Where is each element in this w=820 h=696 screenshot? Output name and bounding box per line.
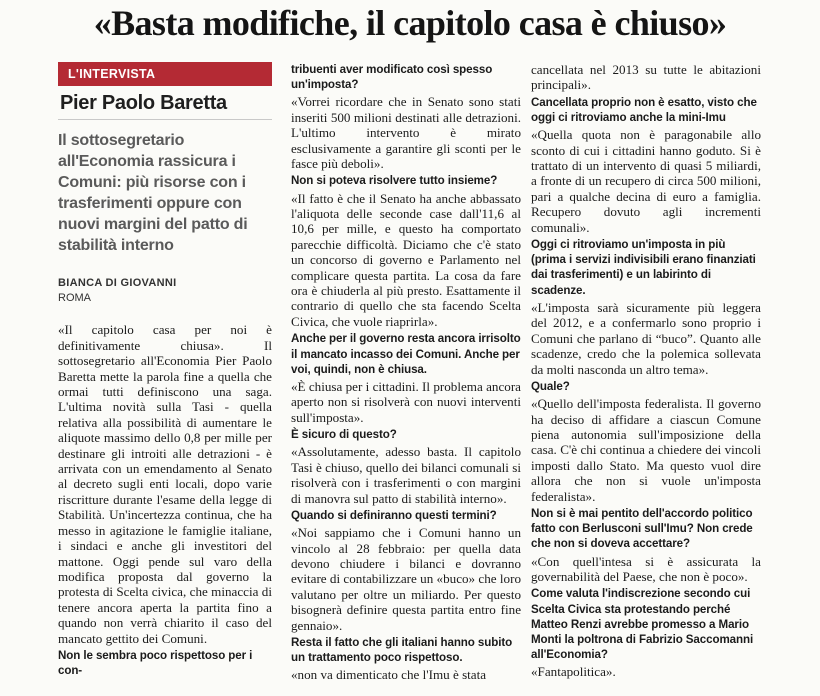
headline: «Basta modifiche, il capitolo casa è chiuso» [93,3,727,43]
interview-question: Anche per il governo resta ancora irrisolto il mancato incasso dei Comuni. Anche per voi, quindi, non è chiusa. [291,332,521,376]
interview-question: Non le sembra poco rispettoso per i con- [58,648,253,678]
interview-question: tribuenti aver modificato così spesso un'imposta? [291,63,493,92]
interview-question: Quale? [531,379,570,393]
interview-answer: «Quella quota non è paragonabile allo sconto di cui i cittadini hanno goduto. Si è trattato di un intervento di quasi 5 miliardi, a fronte di un recupero di circa 500 milioni, pari a qualche decina di euro a famiglia. Recupero dovuto agli incrementi comunali». [531,127,761,235]
interview-answer: cancellata nel 2013 su tutte le abitazioni principali». [531,62,761,93]
divider [58,119,272,120]
author-byline: BIANCA DI GIOVANNI [58,277,177,290]
article-column-3 [531,62,761,682]
article-column-2 [291,62,521,685]
interview-answer: «Il fatto è che il Senato ha anche abbassato l'aliquota delle seconde case dall'11,6 al 10,6 per mille, e questo ha comportato parecchie difficoltà. Diciamo che c'è stato un concorso di governo e Parlamento nel complicare questa partita. La cosa da fare ora è chiuderla al più presto. Esattamente il contrario di quello che sta facendo Scelta Civica, che vuole riaprirla». [291,190,521,329]
interview-answer: «Il capitolo casa per noi è definitivamente chiusa». Il sottosegretario all'Economia Pier Paolo Baretta mette la parola fine a quella che ormai tutti definiscono una saga. L'ultima novità sulla Tasi - quella relativa alla possibilità di aumentare le aliquote massimo dello 0,8 per mille per destinare gli introiti alle detrazioni - è arrivata con un emendamento al Senato al decreto sugli enti locali, dopo varie riscritture durante l'esame della legge di Stabilità. Un'incertezza continua, che ha messo in agitazione le famiglie italiane, i sindaci e anche gli investitori del mattone. Oggi pende sul varo della modifica proposta dal governo la protesta di Scelta civica, che minaccia di tenere ancora aperta la partita fino a quando non verrà chiarito il caso del mancato gettito dei Comuni. [58,322,272,646]
interview-question: Cancellata proprio non è esatto, visto che oggi ci ritroviamo anche la mini-Imu [531,95,757,125]
interview-question: Come valuta l'indiscrezione secondo cui Scelta Civica sta protestando perché Matteo Renzi avrebbe promesso a Mario Monti la poltrona di Fabrizio Saccomanni all'Economia? [531,587,754,662]
interview-question: Non si poteva risolvere tutto insieme? [291,174,498,188]
interview-answer: «Assolutamente, adesso basta. Il capitolo Tasi è chiuso, quello dei bilanci comunali si risolverà con i trasferimenti o con margini di manovra sul patto di stabilità interno». [291,444,521,506]
interview-answer: «Fantapolitica». [531,664,616,680]
interview-question: Quando si definiranno questi termini? [291,508,497,522]
article-summary: Il sottosegretario all'Economia rassicura i Comuni: più risorse con i trasferimenti oppure con nuovi margini del patto di stabilità interno [58,132,248,255]
dateline-place: ROMA [58,292,91,305]
interview-answer: «È chiusa per i cittadini. Il problema ancora aperto non si risolverà con nuovi interventi sull'imposta». [291,378,521,425]
interview-question: Resta il fatto che gli italiani hanno subito un trattamento poco rispettoso. [291,636,513,665]
interview-answer: «Quello dell'imposta federalista. Il governo ha deciso di affidare a ciascun Comune piena autonomia sull'imposizione della casa. C'è chi continua a chiedere dei vincoli imposti dallo Stato. Ma questo vuol dire allora che non si vuole un'imposta federalista». [531,396,761,504]
interview-question: Oggi ci ritroviamo un'imposta in più (prima i servizi indivisibili erano finanziati dai trasferimenti) e un labirinto di scadenze. [531,238,756,297]
interview-question: È sicuro di questo? [291,428,397,442]
interview-answer: «Noi sappiamo che i Comuni hanno un vincolo al 28 febbraio: per quella data devono chiudere i bilanci e dovranno evitare di contabilizzare un «buco» che loro valutano per oltre un miliardo. Per questo bisognerà definire questa partita entro fine gennaio». [291,525,521,633]
interview-answer: «Con quell'intesa si è assicurata la governabilità del Paese, che non è poco». [531,553,761,584]
interviewee-name: Pier Paolo Baretta [60,92,227,114]
interview-answer: «Vorrei ricordare che in Senato sono stati inseriti 500 milioni destinati alle detrazioni. L'ultimo intervento è mirato esclusivamente a garantire gli sconti per le fasce più deboli». [291,94,521,172]
article-column-1 [58,62,272,680]
section-kicker: L'INTERVISTA [58,62,272,86]
interview-answer: «L'imposta sarà sicuramente più leggera del 2012, e a confermarlo sono proprio i Comuni che parlano di “buco”. Quanto alle scadenze, credo che la polemica sollevata da molti nasconda un altro tema». [531,299,761,377]
interview-question: Non si è mai pentito dell'accordo politico fatto con Berlusconi sull'Imu? Non crede che non si doveva accettare? [531,506,753,551]
interview-answer: «non va dimenticato che l'Imu è stata [291,667,487,683]
article-body [58,322,272,678]
